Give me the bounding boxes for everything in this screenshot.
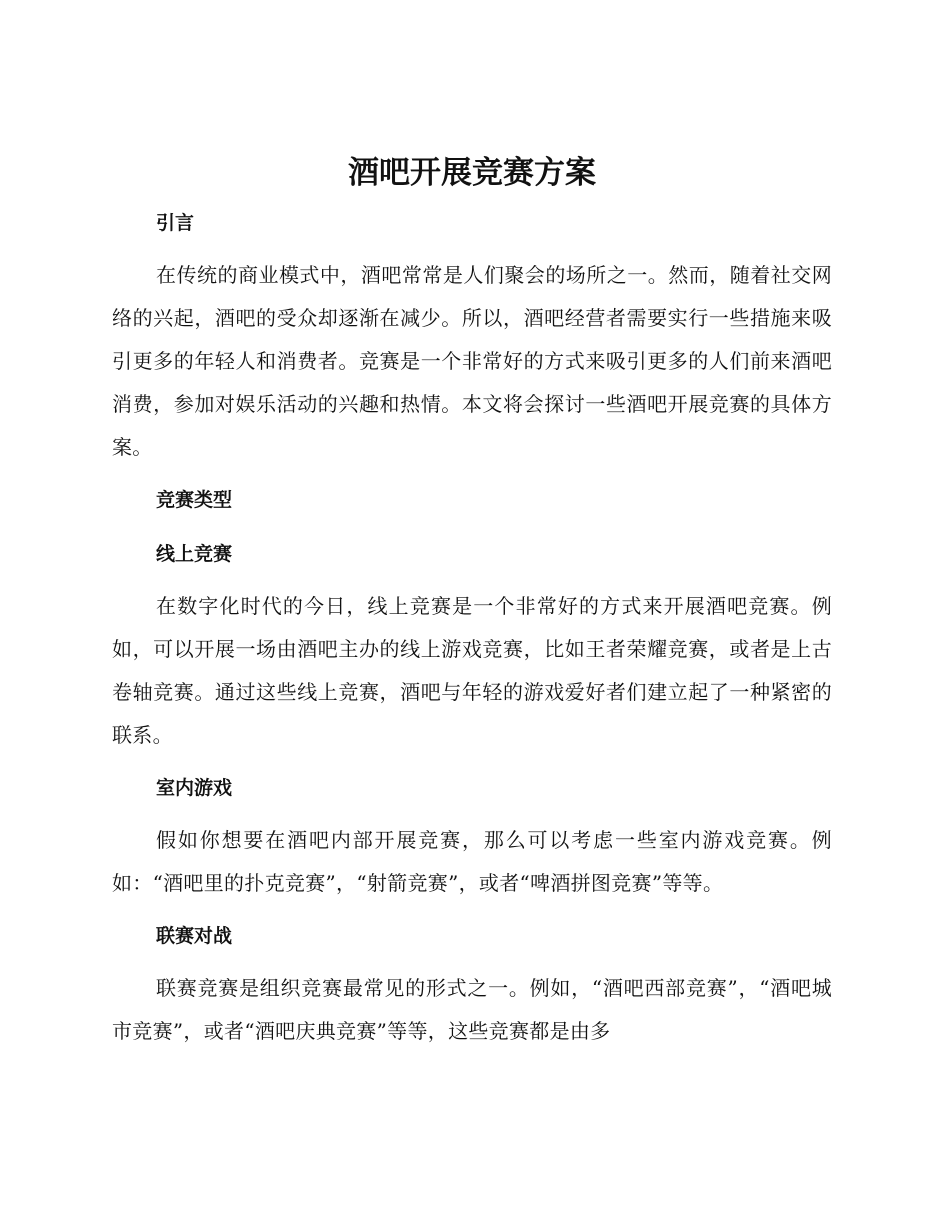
spacer bbox=[112, 469, 832, 477]
document-page bbox=[112, 148, 832, 1053]
spacer bbox=[112, 246, 832, 254]
section-paragraph-league: 联赛竞赛是组织竞赛最常见的形式之一。例如，“酒吧西部竞赛”，“酒吧城市竞赛”，或者“酒吧庆典竞赛”等等，这些竞赛都是由多 bbox=[112, 976, 832, 1043]
section-heading-competition-types: 竞赛类型 bbox=[156, 489, 233, 511]
document-title: 酒吧开展竞赛方案 bbox=[348, 155, 596, 191]
section-heading-intro: 引言 bbox=[156, 212, 195, 234]
section-heading-online: 线上竞赛 bbox=[156, 543, 233, 565]
spacer bbox=[112, 811, 832, 819]
spacer bbox=[112, 905, 832, 913]
spacer bbox=[112, 577, 832, 585]
section-paragraph-indoor: 假如你想要在酒吧内部开展竞赛，那么可以考虑一些室内游戏竞赛。例如：“酒吧里的扑克竞赛”，“射箭竞赛”，或者“啤酒拼图竞赛”等等。 bbox=[112, 828, 832, 895]
section-paragraph-online: 在数字化时代的今日，线上竞赛是一个非常好的方式来开展酒吧竞赛。例如，可以开展一场由酒吧主办的线上游戏竞赛，比如王者荣耀竞赛，或者是上古卷轴竞赛。通过这些线上竞赛，酒吧与年轻的游戏爱好者们建立起了一种紧密的联系。 bbox=[112, 594, 832, 747]
section-heading-league: 联赛对战 bbox=[156, 925, 233, 947]
section-paragraph-intro: 在传统的商业模式中，酒吧常常是人们聚会的场所之一。然而，随着社交网络的兴起，酒吧的受众却逐渐在减少。所以，酒吧经营者需要实行一些措施来吸引更多的年轻人和消费者。竞赛是一个非常好的方式来吸引更多的人们前来酒吧消费，参加对娱乐活动的兴趣和热情。本文将会探讨一些酒吧开展竞赛的具体方案。 bbox=[112, 263, 832, 459]
spacer bbox=[112, 959, 832, 967]
spacer bbox=[112, 757, 832, 765]
section-heading-indoor: 室内游戏 bbox=[156, 777, 233, 799]
